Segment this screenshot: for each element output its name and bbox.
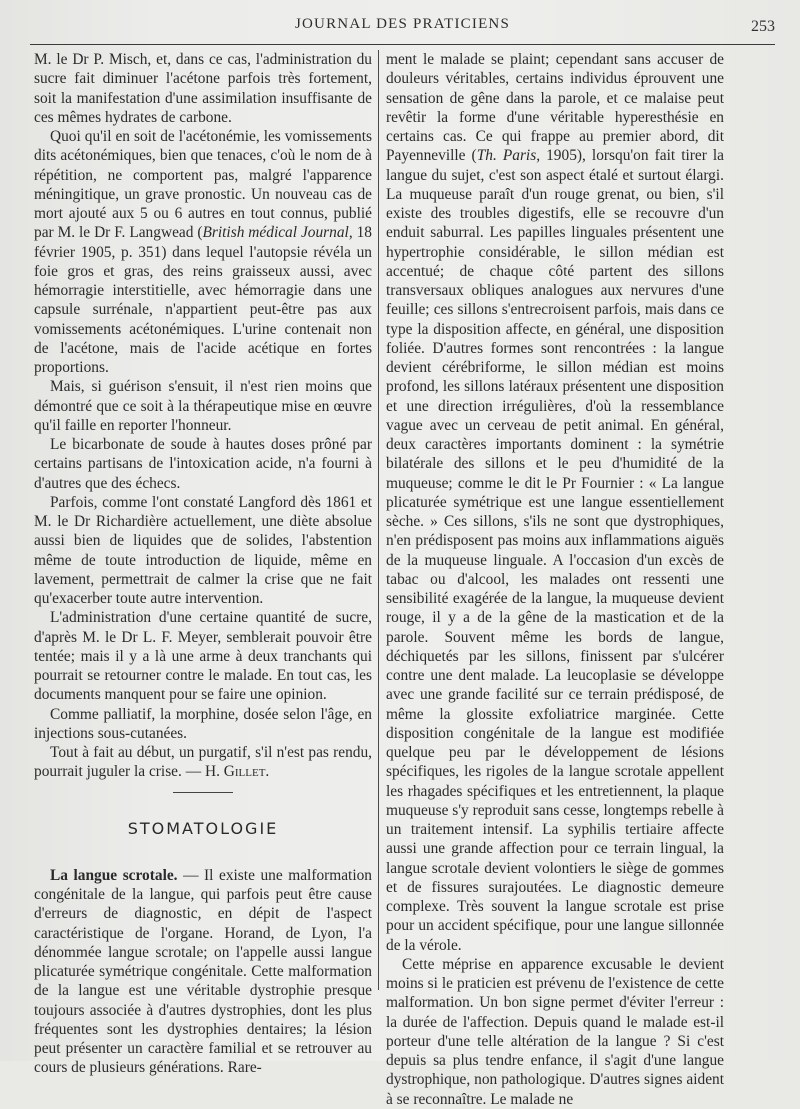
header-rule xyxy=(30,44,775,45)
paragraph-text: Tout à fait au début, un purgatif, s'il n'est pas rendu, pourrait juguler la crise. — H. xyxy=(34,744,372,781)
paragraph-text: — Il existe une malformation congénitale de la langue, qui parfois peut être cause d'erreurs de diagnostic, en dépit de l'aspect caractéristique de l'organe. Horand, de Lyon, l'a dénommée langue scrotale; on l'appelle aussi langue plicaturée symétrique congénitale. Cette malformation de la langue est une véritable dystrophie presque toujours associée à d'autres dystrophies, dont les plus fréquentes sont les dystrophies dentaires; la lésion peut présenter un caractère familial et se retrouver au cours de plusieurs générations. Rare- xyxy=(34,866,373,1077)
journal-title: JOURNAL DES PRATICIENS xyxy=(294,16,511,32)
lead-term: La langue scrotale. xyxy=(50,866,178,884)
paragraph: Cette méprise en apparence excusable le devient moins si le praticien est prévenu de l'existence de cette malformation. Un bon signe permet d'éviter l'erreur : la durée de l'affection. Depuis quand le malade est-il porteur d'une telle altération de la langue ? Si c'est depuis sa plus tendre enfance, il s'agit d'une langue dystrophique, non pathologique. D'autres signes aident à se reconnaître. Le malade ne xyxy=(386,955,724,1108)
paragraph: Parfois, comme l'ont constaté Langford dès 1861 et M. le Dr Richardière actuellement, une diète absolue aussi bien de liquides que de solides, l'abstention même de toute introduction de liquide, même en lavement, permettrait de calmer la crise que ne fait qu'exacerber toute autre intervention. xyxy=(34,493,372,607)
paragraph xyxy=(386,50,724,955)
paragraph: Comme palliatif, la morphine, dosée selon l'âge, en injections sous-cutanées. xyxy=(34,705,372,742)
column-divider xyxy=(378,50,379,990)
page-number: 253 xyxy=(751,18,775,35)
paragraph-text: , 1905), lorsqu'on fait tirer la langue du sujet, c'est son aspect étalé et surtout élargi. La muqueuse paraît d'un rouge grenat, ou bien, s'il existe des troubles digestifs, elle se recouvre d'un enduit saburral. Les papilles linguales présentent une hypertrophie considérable, le sillon médian est accentué; de chaque côté partent des sillons transversaux obliques analogues aux nervures d'une feuille; ces sillons s'entrecroisent parfois, mais dans ce type la disposition affecte, en général, une disposition foliée. D'autres formes sont rencontrées : la langue devient cérébriforme, le sillon médian est moins profond, les sillons latéraux présentent une disposition et une direction irrégulières, d'où la ressemblance vague avec un cerveau de petit animal. En général, deux caractères importants dominent : la symétrie bilatérale des sillons et le peu d'humidité de la muqueuse; comme le dit le Pr Fournier : « La langue plicaturée symétrique est une langue essentiellement sèche. » Ces sillons, s'ils ne sont que dystrophiques, n'en prédisposent pas moins aux inflammations aiguës de la muqueuse linguale. A l'occasion d'un excès de tabac ou d'alcool, les malades ont ressenti une sensibilité exagérée de la langue, la muqueuse devient rouge, il y a de la gêne de la mastication et de la parole. Souvent même les bords de langue, déchiquetés par les sillons, finissent par s'ulcérer contre une dent malade. La leucoplasie se développe avec une grande facilité sur ce terrain prédisposé, de même la glossite exfoliatrice marginée. Cette disposition congénitale de la langue est modifiée quelque peu par le développement de lésions spécifiques, les rigoles de la langue scrotale appellent les rhagades spécifiques et les entretiennent, la plaque muqueuse s'y reproduit sans cesse, longtemps rebelle à un traitement intensif. La syphilis tertiaire affecte aussi une grande affection pour ce terrain lingual, la langue scrotale devient volontiers le siège de gommes et de fissures surajoutées. Le diagnostic demeure complexe. Très souvent la langue scrotale est prise pour un accident spécifique, pour une langue sillonnée de la vérole. xyxy=(386,147,724,954)
journal-citation: British médical Journal xyxy=(202,224,349,242)
paragraph xyxy=(34,866,372,1078)
paragraph xyxy=(34,127,372,377)
section-title: STOMATOLOGIE xyxy=(127,818,279,838)
thesis-citation: Th. Paris xyxy=(476,147,537,165)
paragraph xyxy=(34,743,372,782)
left-column xyxy=(34,50,372,1078)
right-column xyxy=(386,50,724,1109)
paragraph: Mais, si guérison s'ensuit, il n'est rien moins que démontré que ce soit à la thérapeutique mise en œuvre qu'il faille en reporter l'honneur. xyxy=(34,378,372,434)
paragraph: L'administration d'une certaine quantité de sucre, d'après M. le Dr L. F. Meyer, semblerait pouvoir être tentée; mais il y a là une arme à deux tranchants qui pourrait se retourner contre le malade. En tout cas, les documents manquent pour se faire une opinion. xyxy=(34,609,372,704)
author-signature: Gillet. xyxy=(223,763,270,781)
paragraph: Le bicarbonate de soude à hautes doses prôné par certains partisans de l'intoxication acide, n'a fourni à d'autres que des échecs. xyxy=(34,436,372,492)
paragraph-text: , 18 février 1905, p. 351) dans lequel l'autopsie révéla un foie gros et gras, des reins graisseux aussi, avec hémorragie interstitielle, avec hémorragie dans une capsule surrénale, n'appartient peut-être pas aux vomissements acétonémiques. L'urine contenait non de l'acétone, mais de l'acide acétique en fortes proportions. xyxy=(34,224,373,376)
paragraph: M. le Dr P. Misch, et, dans ce cas, l'administration du sucre fait diminuer l'acétone parfois très fortement, soit la manifestation d'une assimilation insuffisante de ces mêmes hydrates de carbone. xyxy=(34,51,372,126)
running-head xyxy=(30,16,775,40)
section-divider xyxy=(173,792,233,793)
paragraph-text: ment le malade se plaint; cependant sans accuser de douleurs véritables, certains individus éprouvent une sensation de gêne dans la parole, et ce malaise peut revêtir la forme d'une véritable hyperesthésie en certains cas. Ce qui frappe au premier abord, dit Payenneville ( xyxy=(386,51,724,165)
paragraph-text: Quoi qu'il en soit de l'acétonémie, les vomissements dits acétonémiques, bien que tenaces, c'où le nom de à répétition, ne comportent pas, malgré l'apparence méningitique, un grave pronostic. Un nouveau cas de mort ajouté aux 5 ou 6 autres en tout connus, publié par M. le Dr F. Langwead ( xyxy=(34,128,372,242)
